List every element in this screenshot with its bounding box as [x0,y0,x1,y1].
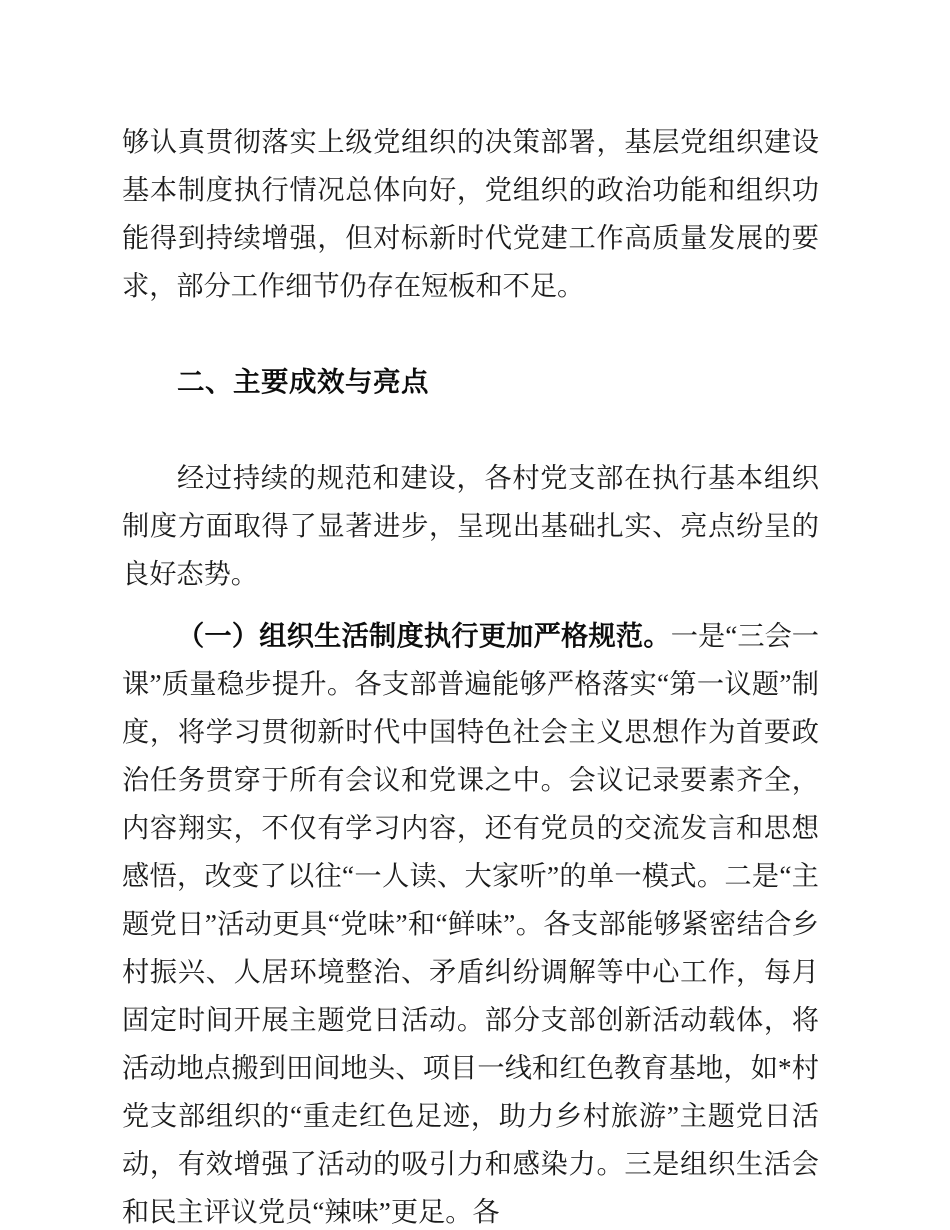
document-text-column [122,118,819,1230]
subsection-one-lead-in: （一）组织生活制度执行更加严格规范。 [177,620,671,651]
paragraph-subsection-one [122,612,819,1230]
paragraph-section-two-overview: 经过持续的规范和建设，各村党支部在执行基本组织制度方面取得了显著进步，呈现出基础扎实、亮点纷呈的良好态势。 [122,463,819,589]
subsection-one-body-text: 一是“三会一课”质量稳步提升。各支部普遍能够严格落实“第一议题”制度，将学习贯彻新时代中国特色社会主义思想作为首要政治任务贯穿于所有会议和党课之中。会议记录要素齐全，内容翔实，不仅有学习内容，还有党员的交流发言和思想感悟，改变了以往“一人读、大家听”的单一模式。二是“主题党日”活动更具“党味”和“鲜味”。各支部能够紧密结合乡村振兴、人居环境整治、矛盾纠纷调解等中心工作，每月固定时间开展主题党日活动。部分支部创新活动载体，将活动地点搬到田间地头、项目一线和红色教育基地，如*村党支部组织的“重走红色足迹，助力乡村旅游”主题党日活动，有效增强了活动的吸引力和感染力。三是组织生活会和民主评议党员“辣味”更足。各 [122,621,819,1227]
paragraph-continued-from-previous-page: 够认真贯彻落实上级党组织的决策部署，基层党组织建设基本制度执行情况总体向好，党组织的政治功能和组织功能得到持续增强，但对标新时代党建工作高质量发展的要求，部分工作细节仍存在短板和不足。 [122,127,819,301]
paragraph-spacer-small [122,598,819,612]
paragraph-spacer [122,310,819,358]
heading-spacer [122,406,819,454]
section-heading-two: 二、主要成效与亮点 [177,366,429,397]
